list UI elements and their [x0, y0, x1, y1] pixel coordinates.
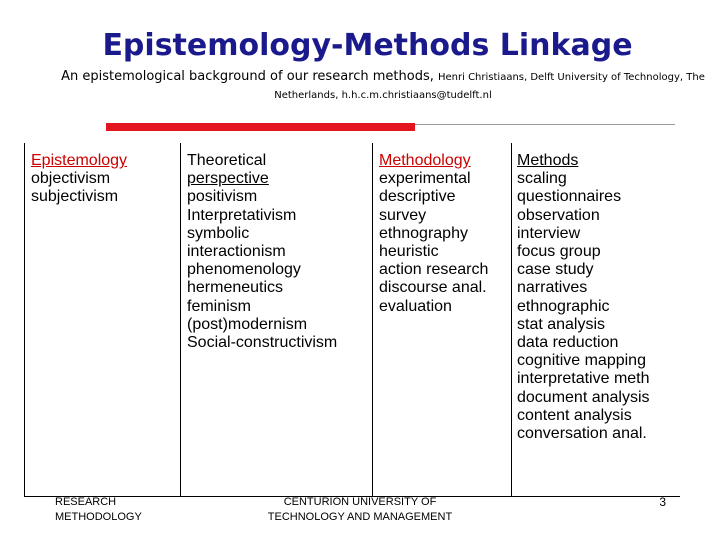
list-item: heuristic — [379, 243, 439, 261]
list-item: discourse anal. — [379, 279, 487, 297]
column-divider — [180, 143, 181, 497]
list-item: descriptive — [379, 188, 456, 206]
list-item: symbolic — [187, 224, 250, 242]
list-item: Social-constructivism — [187, 334, 338, 352]
list-item: feminism — [187, 297, 252, 315]
column-epistemology — [31, 152, 127, 207]
list-item: action research — [379, 261, 489, 279]
list-item: positivism — [187, 188, 258, 206]
footer-left — [55, 495, 142, 525]
list-item: hermeneutics — [187, 279, 284, 297]
list-item: scaling — [517, 170, 567, 188]
footer-left-line: RESEARCH — [55, 496, 117, 508]
list-item: case study — [517, 261, 594, 279]
list-item: questionnaires — [517, 188, 622, 206]
list-item: objectivism — [31, 170, 111, 188]
accent-red-bar — [106, 123, 415, 131]
subtitle-main: An epistemological background of our research methods, — [61, 69, 434, 84]
list-item: interview — [517, 224, 581, 242]
list-item: stat analysis — [517, 315, 606, 333]
column-methodology — [379, 152, 488, 316]
list-item: survey — [379, 206, 427, 224]
footer-left-line: METHODOLOGY — [55, 511, 142, 523]
footer-center-line: TECHNOLOGY AND MANAGEMENT — [267, 511, 453, 523]
list-item: narratives — [517, 279, 588, 297]
column-divider — [372, 143, 373, 497]
slide-subtitle — [58, 68, 708, 104]
column-heading: perspective — [187, 170, 269, 188]
list-item: document analysis — [517, 388, 650, 406]
list-item: phenomenology — [187, 261, 301, 279]
list-item: Interpretativism — [187, 206, 297, 224]
column-divider — [511, 143, 512, 497]
slide-title: Epistemology-Methods Linkage — [102, 28, 633, 63]
subtitle-author: Henri Christiaans, Delft University of Technology, The Netherlands, h.h.c.m.christiaans@tudelft.nl — [274, 72, 705, 101]
list-item: interactionism — [187, 243, 286, 261]
list-item: content analysis — [517, 406, 632, 424]
footer-center — [236, 495, 484, 525]
list-item: ethnography — [379, 224, 468, 242]
list-item: data reduction — [517, 334, 619, 352]
list-item: (post)modernism — [187, 315, 308, 333]
list-item: experimental — [379, 170, 471, 188]
page-number: 3 — [659, 495, 666, 509]
footer-center-line: CENTURION UNIVERSITY OF — [283, 496, 437, 508]
list-item: ethnographic — [517, 297, 610, 315]
column-theoretical-perspective — [187, 152, 337, 352]
list-item: focus group — [517, 243, 601, 261]
column-heading: Theoretical — [187, 152, 267, 169]
column-heading: Epistemology — [31, 152, 128, 169]
list-item: interpretative meth — [517, 370, 650, 388]
list-item: evaluation — [379, 297, 452, 315]
list-item: subjectivism — [31, 188, 119, 206]
list-item: cognitive mapping — [517, 352, 646, 370]
list-item: conversation anal. — [517, 425, 647, 443]
column-heading: Methodology — [379, 152, 471, 169]
column-methods — [517, 152, 650, 443]
column-heading: Methods — [517, 152, 579, 169]
list-item: observation — [517, 206, 600, 224]
